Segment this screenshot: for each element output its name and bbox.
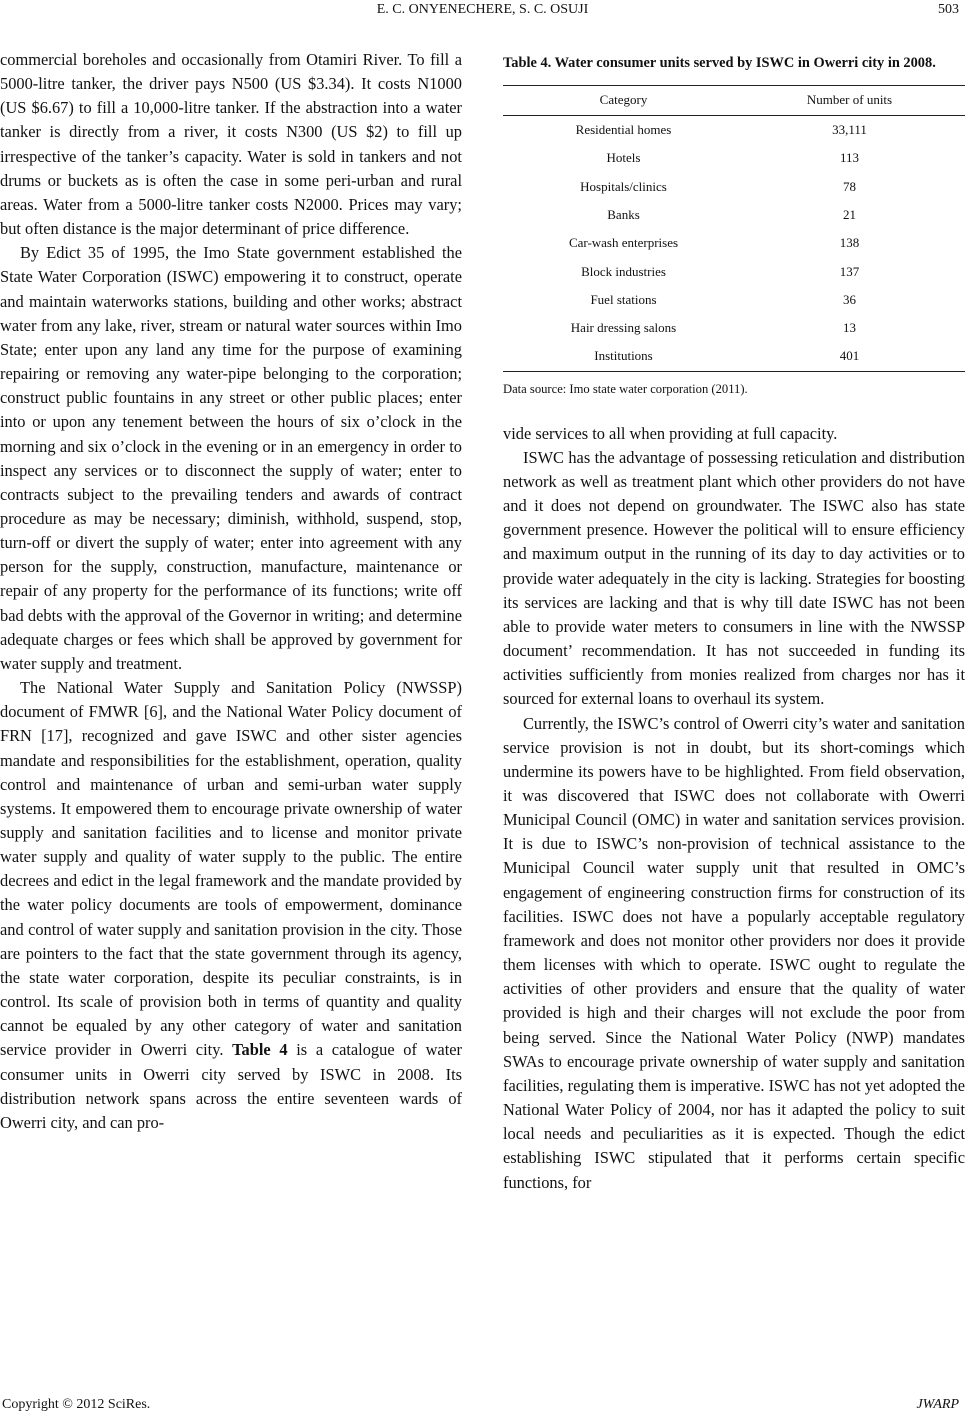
category-cell: Hair dressing salons (570, 320, 677, 336)
category-cell: Banks (607, 206, 640, 222)
category-cell: Block industries (581, 263, 666, 279)
units-cell: 401 (839, 348, 860, 364)
table-row (503, 144, 965, 172)
category-cell: Car-wash enterprises (568, 235, 679, 251)
paragraph-iswc-shortcomings: Currently, the ISWC’s control of Owerri city’s water and sanitation service provision is not in doubt, but its short-comings which undermine its powers have to be highlighted. From field observation, it was discovered that ISWC does not collaborate with Owerri Municipal Council (OMC) in water and sanitation services provision. It is due to ISWC’s non-provision of technical assistance to the Municipal Council water supply unit that resulted in OMC’s engagement of engineering construction firms for construction of its facilities. ISWC does not have a popularly acceptable regulatory framework and does not monitor other providers nor does it provide them licenses with which to operate. ISWC ought to regulate the activities of other providers and ensure that the quality of water provided is high and their charges will not exclude the poor from being served. Since the National Water Policy (NWP) mandates SWAs to encourage private ownership of water supply and sanitation facilities, regulating them is imperative. ISWC has not yet adopted the National Water Policy of 2004, nor has it adapted the policy to suit local needs and peculiarities as it is expected. Though the edict establishing ISWC stipulated that it performs certain specific functions, for (503, 713, 965, 1192)
units-cell: 36 (843, 291, 856, 307)
table-4-caption: Table 4. Water consumer units served by ISWC in Owerri city in 2008. (503, 55, 936, 71)
units-cell: 78 (843, 178, 856, 194)
paragraph-iswc-advantage: ISWC has the advantage of possessing reticulation and distribution network as well as treatment plant which other providers do not have and it does not depend on groundwater. The ISWC also has state government presence. However the political will to ensure efficiency and maximum output in the running of its day to day activities or to provide water adequately in the city is lacking. Strategies for boosting its services are lacking and that is why till date ISWC has not been able to provide water meters to consumers in line with the NWSSP document’ recommendation. It has not succeeded in funding its activities sufficiently from monies realized from charges nor has it sourced for external loans to overhaul its system. (503, 447, 965, 709)
column-header-number-of-units: Number of units (734, 86, 965, 116)
table-row (503, 257, 965, 285)
category-cell: Residential homes (575, 122, 672, 138)
table-row (503, 229, 965, 257)
table-4-data-source: Data source: Imo state water corporation (2011). (503, 381, 748, 396)
table-row (503, 342, 965, 371)
table-row (503, 201, 965, 229)
table-row (503, 173, 965, 201)
paragraph-nwssp-policy (0, 676, 462, 1135)
right-column (503, 48, 965, 1195)
category-cell: Fuel stations (590, 291, 657, 307)
running-header (0, 2, 965, 26)
footer-copyright: Copyright © 2012 SciRes. (2, 1397, 151, 1412)
paragraph-water-tanker-prices: commercial boreholes and occasionally from Otamiri River. To fill a 5000-litre tanker, the driver pays N500 (US $3.34). It costs N1000 (US $6.67) to fill a 10,000-litre tanker. If the abstraction into a water tanker is directly from a river, it costs N300 (US $2) to fill up irrespective of the tanker’s capacity. Water is sold in tankers and not drums or buckets as is often the case in some peri-urban and rural areas. Water from a 5000-litre tanker costs N2000. Prices may vary; but often distance is the major determinant of price difference. (0, 50, 462, 239)
paragraph-full-capacity: vide services to all when providing at full capacity. (503, 423, 838, 443)
units-cell: 33,111 (832, 122, 867, 138)
column-header-category: Category (503, 86, 734, 116)
units-cell: 113 (839, 150, 860, 166)
category-cell: Hotels (606, 150, 641, 166)
units-cell: 21 (843, 206, 856, 222)
table-4 (503, 85, 965, 372)
table-row (503, 286, 965, 314)
table-4-reference: Table 4 (232, 1040, 288, 1060)
units-cell: 138 (839, 235, 860, 251)
category-cell: Institutions (594, 348, 653, 364)
table-header-row (503, 86, 965, 116)
left-column (0, 48, 462, 1135)
paragraph-nwssp-text: The National Water Supply and Sanitation Policy (NWSSP) document of FMWR [6], and the National Water Policy document of FRN [17], recognized and gave ISWC and other sister agencies mandate and responsibilities for the establishment, operation, quality control and maintenance of urban and semi-urban water supply systems. It empowered them to encourage private ownership of water supply and sanitation facilities and to license and monitor private water supply and quality of water supply to the public. The entire decrees and edict in the legal framework and the mandate provided by the water policy documents are tools of empowerment, dominance and control of water supply and sanitation provision in the city. Those are pointers to the fact that the state government through its agency, the state water corporation, despite its peculiar constraints, is in control. Its scale of provision both in terms of quantity and quality cannot be equaled by any other category of water and sanitation service provider in Owerri city. (0, 678, 462, 1060)
category-cell: Hospitals/clinics (580, 178, 667, 194)
units-cell: 13 (843, 320, 856, 336)
page-number: 503 (938, 2, 959, 17)
footer-journal: JWARP (916, 1397, 959, 1412)
table-row (503, 314, 965, 342)
paragraph-nwssp-text-end: is a catalogue of water consumer units in Owerri city served by ISWC in 2008. Its distribution network spans across the entire seventeen wards of Owerri city, and can pro- (0, 1040, 462, 1132)
running-header-authors: E. C. ONYENECHERE, S. C. OSUJI (376, 2, 589, 17)
paragraph-edict-35: By Edict 35 of 1995, the Imo State government established the State Water Corporation (ISWC) empowering it to construct, operate and maintain waterworks stations, building and other works; abstract water from any lake, river, stream or natural water sources within Imo State; enter upon any land any time for the purpose of examining repairing or removing any water-pipe belonging to the corporation; construct public fountains in any street or other public places; enter into or upon any tenement between the hours of six o’clock in the morning and six o’clock in the evening or in an emergency in order to inspect any services or to disconnect the supply of water; enter to contracts subject to the prevailing tenders and awards of contract procedure as may be necessary; diminish, withhold, suspend, stop, turn-off or divert the supply of water; enter into agreement with any person for the supply, construction, manufacture, maintenance or repair of any property for the performance of its functions; write off bad debts with the approval of the Governor in writing; and determine adequate charges or fees which shall be approved by government for water supply and treatment. (0, 243, 462, 673)
table-row (503, 116, 965, 145)
units-cell: 137 (839, 263, 860, 279)
